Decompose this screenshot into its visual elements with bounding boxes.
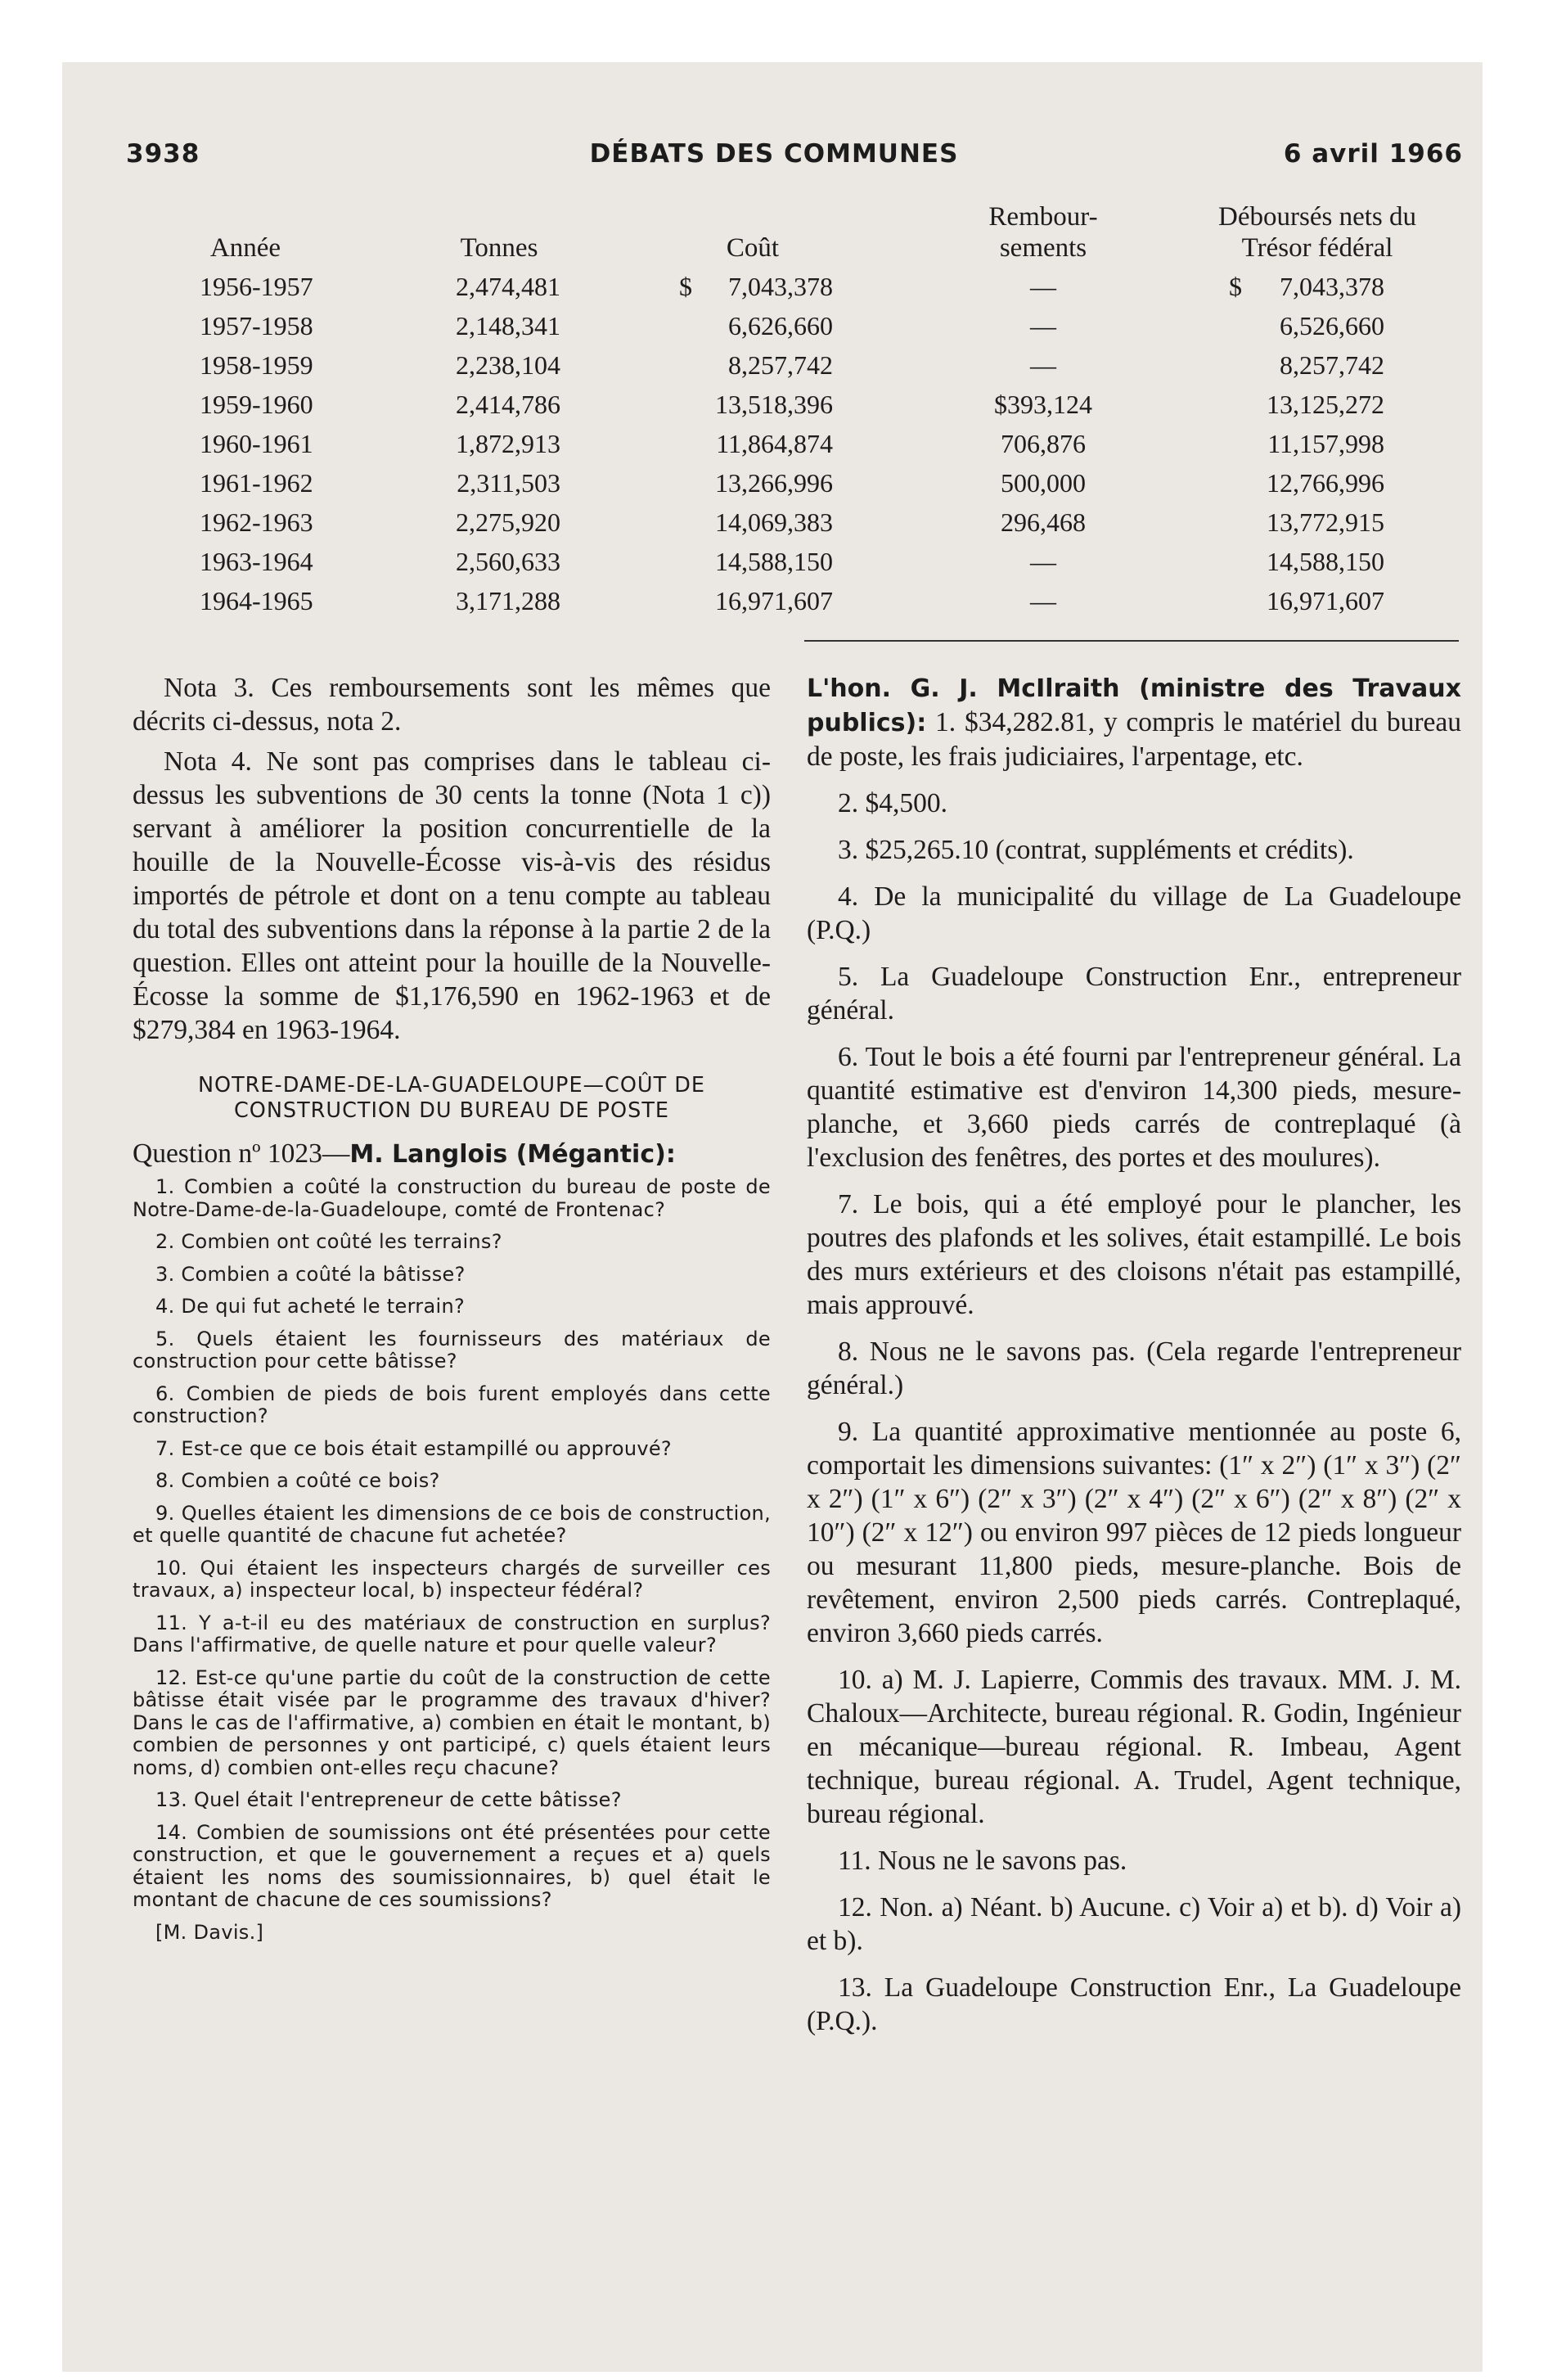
- page-number: 3938: [126, 139, 200, 169]
- right-column: [807, 671, 1461, 2038]
- question-item: 6. Combien de pieds de bois furent employés dans cette construction?: [133, 1382, 771, 1427]
- table-row: [0, 350, 1548, 390]
- cell-year: 1957-1958: [200, 311, 313, 340]
- question-item: 9. Quelles étaient les dimensions de ce bois de construction, et quelle quantité de chacune fut achetée?: [133, 1501, 771, 1547]
- answer-item: 5. La Guadeloupe Construction Enr., entrepreneur général.: [807, 962, 1461, 1025]
- cell-reimbursement: —: [1030, 311, 1056, 340]
- cell-year: 1962-1963: [200, 507, 313, 537]
- left-column: [133, 671, 771, 1944]
- cell-year: 1958-1959: [200, 350, 313, 380]
- table-row: [0, 272, 1548, 311]
- answer-item: 3. $25,265.10 (contrat, suppléments et crédits).: [838, 835, 1354, 865]
- divider-rule: [804, 640, 1459, 642]
- cell-cost: 13,518,396: [715, 390, 833, 419]
- cell-tons: 2,275,920: [456, 507, 560, 537]
- currency-sign: $: [679, 272, 692, 301]
- cell-reimbursement: —: [1030, 547, 1056, 576]
- question-item: 10. Qui étaient les inspecteurs chargés de surveiller ces travaux, a) inspecteur local, b) inspecteur fédéral?: [133, 1556, 771, 1602]
- cell-net-disbursement: 16,971,607: [1267, 586, 1384, 615]
- nota-3: Nota 3. Ces remboursements sont les mêmes que décrits ci-dessus, nota 2.: [133, 673, 771, 737]
- answer-list: [807, 787, 1461, 2038]
- question-number: Question nº 1023—: [133, 1138, 350, 1169]
- nota-4: Nota 4. Ne sont pas comprises dans le tableau ci-dessus les subventions de 30 cents la tonne (Nota 1 c)) servant à améliorer la position concurrentielle de la houille de la Nouvelle-Écosse vis-à-vis des résidus importés de pétrole et dont on a tenu compte au tableau du total des subventions dans la réponse à la partie 2 de la question. Elles ont atteint pour la houille de la Nouvelle-Écosse la somme de $1,176,590 en 1962-1963 et de $279,384 en 1963-1964.: [133, 746, 771, 1045]
- cell-year: 1964-1965: [200, 586, 313, 615]
- cell-cost: 8,257,742: [728, 350, 833, 380]
- answer-item: 11. Nous ne le savons pas.: [838, 1846, 1127, 1876]
- answer-1: [807, 671, 1461, 773]
- answer-item: 12. Non. a) Néant. b) Aucune. c) Voir a) et b). d) Voir a) et b).: [807, 1892, 1461, 1956]
- currency-sign: $: [1229, 272, 1242, 301]
- cell-reimbursement: —: [1030, 586, 1056, 615]
- table-row: [0, 547, 1548, 586]
- cell-cost: 11,864,874: [716, 429, 833, 458]
- speaker: L'hon. G. J. McIlraith (ministre des Travaux publics):: [807, 674, 1461, 737]
- cell-reimbursement: 296,468: [1001, 507, 1086, 537]
- col-header-year: Année: [209, 233, 281, 263]
- page-date: 6 avril 1966: [1283, 139, 1463, 169]
- col-header-remb-2: sements: [999, 233, 1087, 263]
- cell-tons: 2,311,503: [457, 468, 560, 498]
- col-header-deb-1: Déboursés nets du: [1218, 202, 1416, 232]
- table-row: [0, 390, 1548, 429]
- cell-tons: 2,148,341: [456, 311, 560, 340]
- table-row: [0, 311, 1548, 350]
- question-item: 12. Est-ce qu'une partie du coût de la construction de cette bâtisse était visée par le programme des travaux d'hiver? Dans le cas de l'affirmative, a) combien en était le montant, b) combien de personnes y ont participé, c) quels étaient leurs noms, d) combien ont-elles reçu chacune?: [133, 1666, 771, 1779]
- cell-cost: 14,588,150: [715, 547, 833, 576]
- cell-tons: 2,238,104: [456, 350, 560, 380]
- cell-cost: 6,626,660: [728, 311, 833, 340]
- col-header-deb-2: Trésor fédéral: [1241, 233, 1393, 263]
- cell-cost: 7,043,378: [728, 272, 833, 301]
- page-title: DÉBATS DES COMMUNES: [589, 139, 959, 169]
- col-header-cost: Coût: [726, 233, 780, 263]
- answer-item: 7. Le bois, qui a été employé pour le plancher, les poutres des plafonds et les solives, était estampillé. Le bois des murs extérieurs et des cloisons n'était pas estampillé, mais approuvé.: [807, 1189, 1461, 1320]
- question-author: M. Langlois (Mégantic):: [349, 1140, 676, 1169]
- table-row: [0, 507, 1548, 547]
- cell-reimbursement: 706,876: [1001, 429, 1086, 458]
- table-row: [0, 429, 1548, 468]
- answer-item: 2. $4,500.: [838, 788, 947, 818]
- question-item: 7. Est-ce que ce bois était estampillé ou approuvé?: [155, 1436, 672, 1460]
- question-list: [133, 1176, 771, 1912]
- cell-cost: 13,266,996: [715, 468, 833, 498]
- table-row: [0, 468, 1548, 507]
- question-item: 13. Quel était l'entrepreneur de cette bâtisse?: [155, 1788, 622, 1811]
- answer-item: 10. a) M. J. Lapierre, Commis des travaux. MM. J. M. Chaloux—Architecte, bureau régional. R. Godin, Ingénieur en mécanique—bureau régional. R. Imbeau, Agent technique, bureau régional. A. Trudel, Agent technique, bureau régional.: [807, 1665, 1461, 1829]
- cell-reimbursement: —: [1030, 350, 1056, 380]
- cell-year: 1959-1960: [200, 390, 313, 419]
- cell-year: 1956-1957: [200, 272, 313, 301]
- cell-net-disbursement: 13,125,272: [1267, 390, 1384, 419]
- section-heading: NOTRE-DAME-DE-LA-GUADELOUPE—COÛT DE CONSTRUCTION DU BUREAU DE POSTE: [197, 1073, 706, 1123]
- question-item: 5. Quels étaient les fournisseurs des matériaux de construction pour cette bâtisse?: [133, 1327, 771, 1373]
- answer-item: 6. Tout le bois a été fourni par l'entrepreneur général. La quantité estimative est d'environ 14,300 pieds, mesure-planche, et 3,660 pieds carrés de contreplaqué (à l'exclusion des fenêtres, des portes et des moulures).: [807, 1042, 1461, 1173]
- cell-year: 1961-1962: [200, 468, 313, 498]
- question-line: [133, 1137, 771, 1171]
- question-item: 14. Combien de soumissions ont été présentées pour cette construction, et que le gouvernement a reçues et a) quels étaient les noms des soumissionnaires, b) quel était le montant de chacune de ces soumissions?: [133, 1820, 771, 1911]
- question-item: 1. Combien a coûté la construction du bureau de poste de Notre-Dame-de-la-Guadeloupe, comté de Frontenac?: [133, 1175, 771, 1221]
- col-header-remb-1: Rembour-: [988, 202, 1098, 232]
- question-item: 3. Combien a coûté la bâtisse?: [155, 1262, 466, 1286]
- cell-cost: 14,069,383: [715, 507, 833, 537]
- cell-reimbursement: 500,000: [1001, 468, 1086, 498]
- answer-item: 13. La Guadeloupe Construction Enr., La Guadeloupe (P.Q.).: [807, 1972, 1461, 2036]
- cell-tons: 2,474,481: [456, 272, 560, 301]
- answer-item: 4. De la municipalité du village de La Guadeloupe (P.Q.): [807, 881, 1461, 945]
- cell-tons: 3,171,288: [456, 586, 560, 615]
- cell-tons: 1,872,913: [456, 429, 560, 458]
- cell-net-disbursement: 13,772,915: [1267, 507, 1384, 537]
- cell-net-disbursement: 8,257,742: [1280, 350, 1384, 380]
- cell-net-disbursement: 6,526,660: [1280, 311, 1384, 340]
- question-item: 4. De qui fut acheté le terrain?: [155, 1295, 466, 1318]
- cell-reimbursement: $393,124: [994, 390, 1092, 419]
- answer-1-text: 1. $34,282.81, y compris le matériel du bureau de poste, les frais judiciaires, l'arpentage, etc.: [807, 707, 1462, 772]
- cell-tons: 2,414,786: [456, 390, 560, 419]
- cell-net-disbursement: 14,588,150: [1267, 547, 1384, 576]
- cell-net-disbursement: 11,157,998: [1267, 429, 1384, 458]
- cell-net-disbursement: 12,766,996: [1267, 468, 1384, 498]
- signature: [M. Davis.]: [155, 1920, 264, 1944]
- answer-item: 9. La quantité approximative mentionnée au poste 6, comportait les dimensions suivantes: (1″ x 2″) (1″ x 3″) (2″ x 2″) (1″ x 6″) (2″ x 3″) (2″ x 4″) (2″ x 6″) (2″ x 8″) (2″ x 10″) (2″ x 12″) ou environ 997 pièces de 12 pieds longueur ou mesurant 11,800 pieds, mesure-planche. Bois de revêtement, environ 2,500 pieds carrés. Contreplaqué, environ 3,660 pieds carrés.: [807, 1417, 1461, 1648]
- cell-reimbursement: —: [1030, 272, 1056, 301]
- col-header-tons: Tonnes: [460, 233, 538, 263]
- question-item: 8. Combien a coûté ce bois?: [155, 1469, 440, 1492]
- cell-net-disbursement: 7,043,378: [1280, 272, 1384, 301]
- answer-item: 8. Nous ne le savons pas. (Cela regarde l'entrepreneur général.): [807, 1336, 1461, 1400]
- cell-cost: 16,971,607: [715, 586, 833, 615]
- cell-year: 1960-1961: [200, 429, 313, 458]
- cell-year: 1963-1964: [200, 547, 313, 576]
- question-item: 2. Combien ont coûté les terrains?: [155, 1230, 502, 1253]
- table-row: [0, 586, 1548, 625]
- cell-tons: 2,560,633: [456, 547, 560, 576]
- question-item: 11. Y a-t-il eu des matériaux de construction en surplus? Dans l'affirmative, de quelle nature et pour quelle valeur?: [133, 1611, 771, 1657]
